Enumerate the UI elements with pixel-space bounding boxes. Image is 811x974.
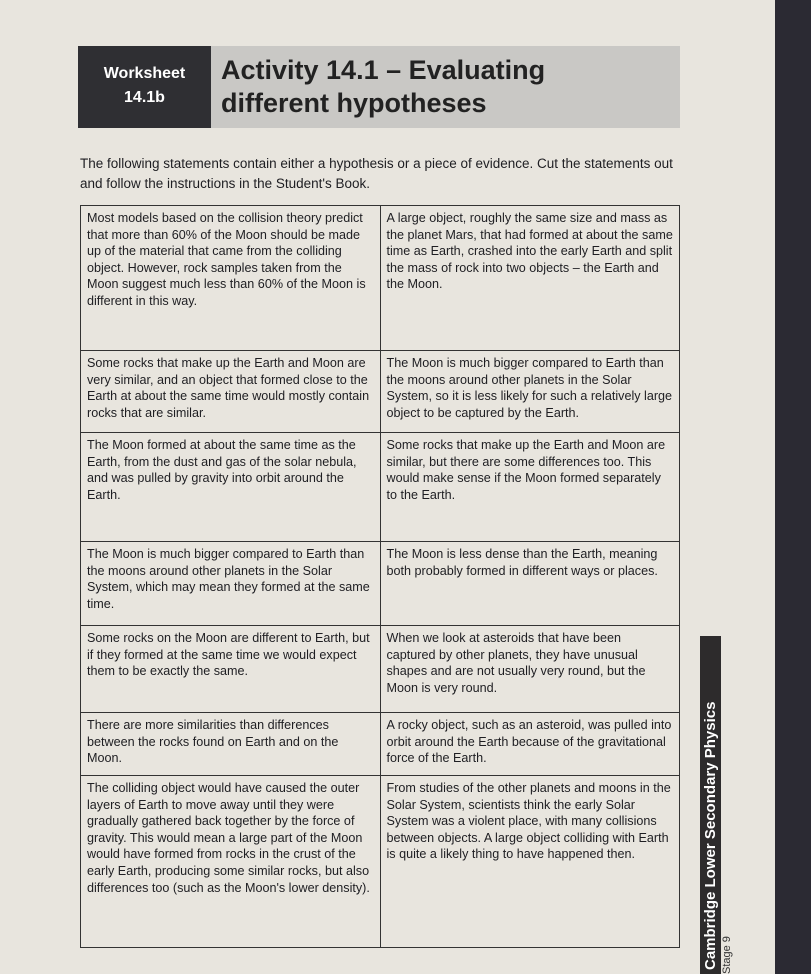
instructions-text: The following statements contain either a hypothesis or a piece of evidence. Cut the statements out and follow the instructions in the Student's Book. [80,156,673,191]
table-row [81,206,680,351]
statement-cell: Most models based on the collision theory predict that more than 60% of the Moon should be made up of the material that came from the colliding object. However, rock samples taken from the Moon suggest much less than 60% of the Moon is different in this way. [81,206,381,351]
background-dark-edge [775,0,811,974]
statement-cell: The Moon is less dense than the Earth, meaning both probably formed in different ways or places. [380,542,680,626]
statement-cell: Some rocks that make up the Earth and Moon are very similar, and an object that formed close to the Earth at about the same time would mostly contain rocks that are similar. [81,351,381,433]
statement-cell: The Moon is much bigger compared to Earth than the moons around other planets in the Solar System, so it is less likely for such a relatively large object to be captured by the Earth. [380,351,680,433]
worksheet-header [78,46,680,128]
table-row [81,351,680,433]
statement-cell: Some rocks on the Moon are different to Earth, but if they formed at the same time we would expect them to be exactly the same. [81,626,381,713]
statement-cell: Some rocks that make up the Earth and Moon are similar, but there are some differences too. This would make sense if the Moon formed separately to the Earth. [380,433,680,542]
table-row [81,713,680,776]
page-title [221,54,545,120]
statement-cell: The Moon is much bigger compared to Earth than the moons around other planets in the Solar System, which may mean they formed at the same time. [81,542,381,626]
statement-cell: A rocky object, such as an asteroid, was pulled into orbit around the Earth because of the gravitational force of the Earth. [380,713,680,776]
table-row [81,542,680,626]
statement-cell: When we look at asteroids that have been captured by other planets, they have unusual shapes and are not usually very round, but the Moon is very round. [380,626,680,713]
worksheet-number: 14.1b [124,89,165,106]
statement-cell: There are more similarities than differences between the rocks found on Earth and on the Moon. [81,713,381,776]
title-line-2: different hypotheses [221,88,487,118]
table-row [81,433,680,542]
series-title: Cambridge Lower Secondary Physics [702,701,719,970]
statement-cell: From studies of the other planets and moons in the Solar System, scientists think the early Solar System was a violent place, with many collisions between objects. A large object colliding with Earth is quite a likely thing to have happened then. [380,776,680,948]
title-line-1: Activity 14.1 – Evaluating [221,55,546,85]
worksheet-label: Worksheet [103,65,186,82]
statement-cell: The Moon formed at about the same time as the Earth, from the dust and gas of the solar nebula, and was pulled by gravity into orbit around the Earth. [81,433,381,542]
table-row [81,626,680,713]
statements-table [80,205,680,948]
statement-cell: The colliding object would have caused the outer layers of Earth to move away until they were gradually gathered back together by the force of gravity. This would mean a large part of the Moon would have formed from rocks in the crust of the early Earth, producing some similar rocks, but also differences too (such as the Moon's lower density). [81,776,381,948]
statement-cell: A large object, roughly the same size and mass as the planet Mars, that had formed at about the same time as Earth, crashed into the early Earth and split the mass of rock into two objects – the Earth and the Moon. [380,206,680,351]
stage-label: Stage 9 [721,936,733,974]
worksheet-badge [78,46,211,128]
table-row [81,776,680,948]
